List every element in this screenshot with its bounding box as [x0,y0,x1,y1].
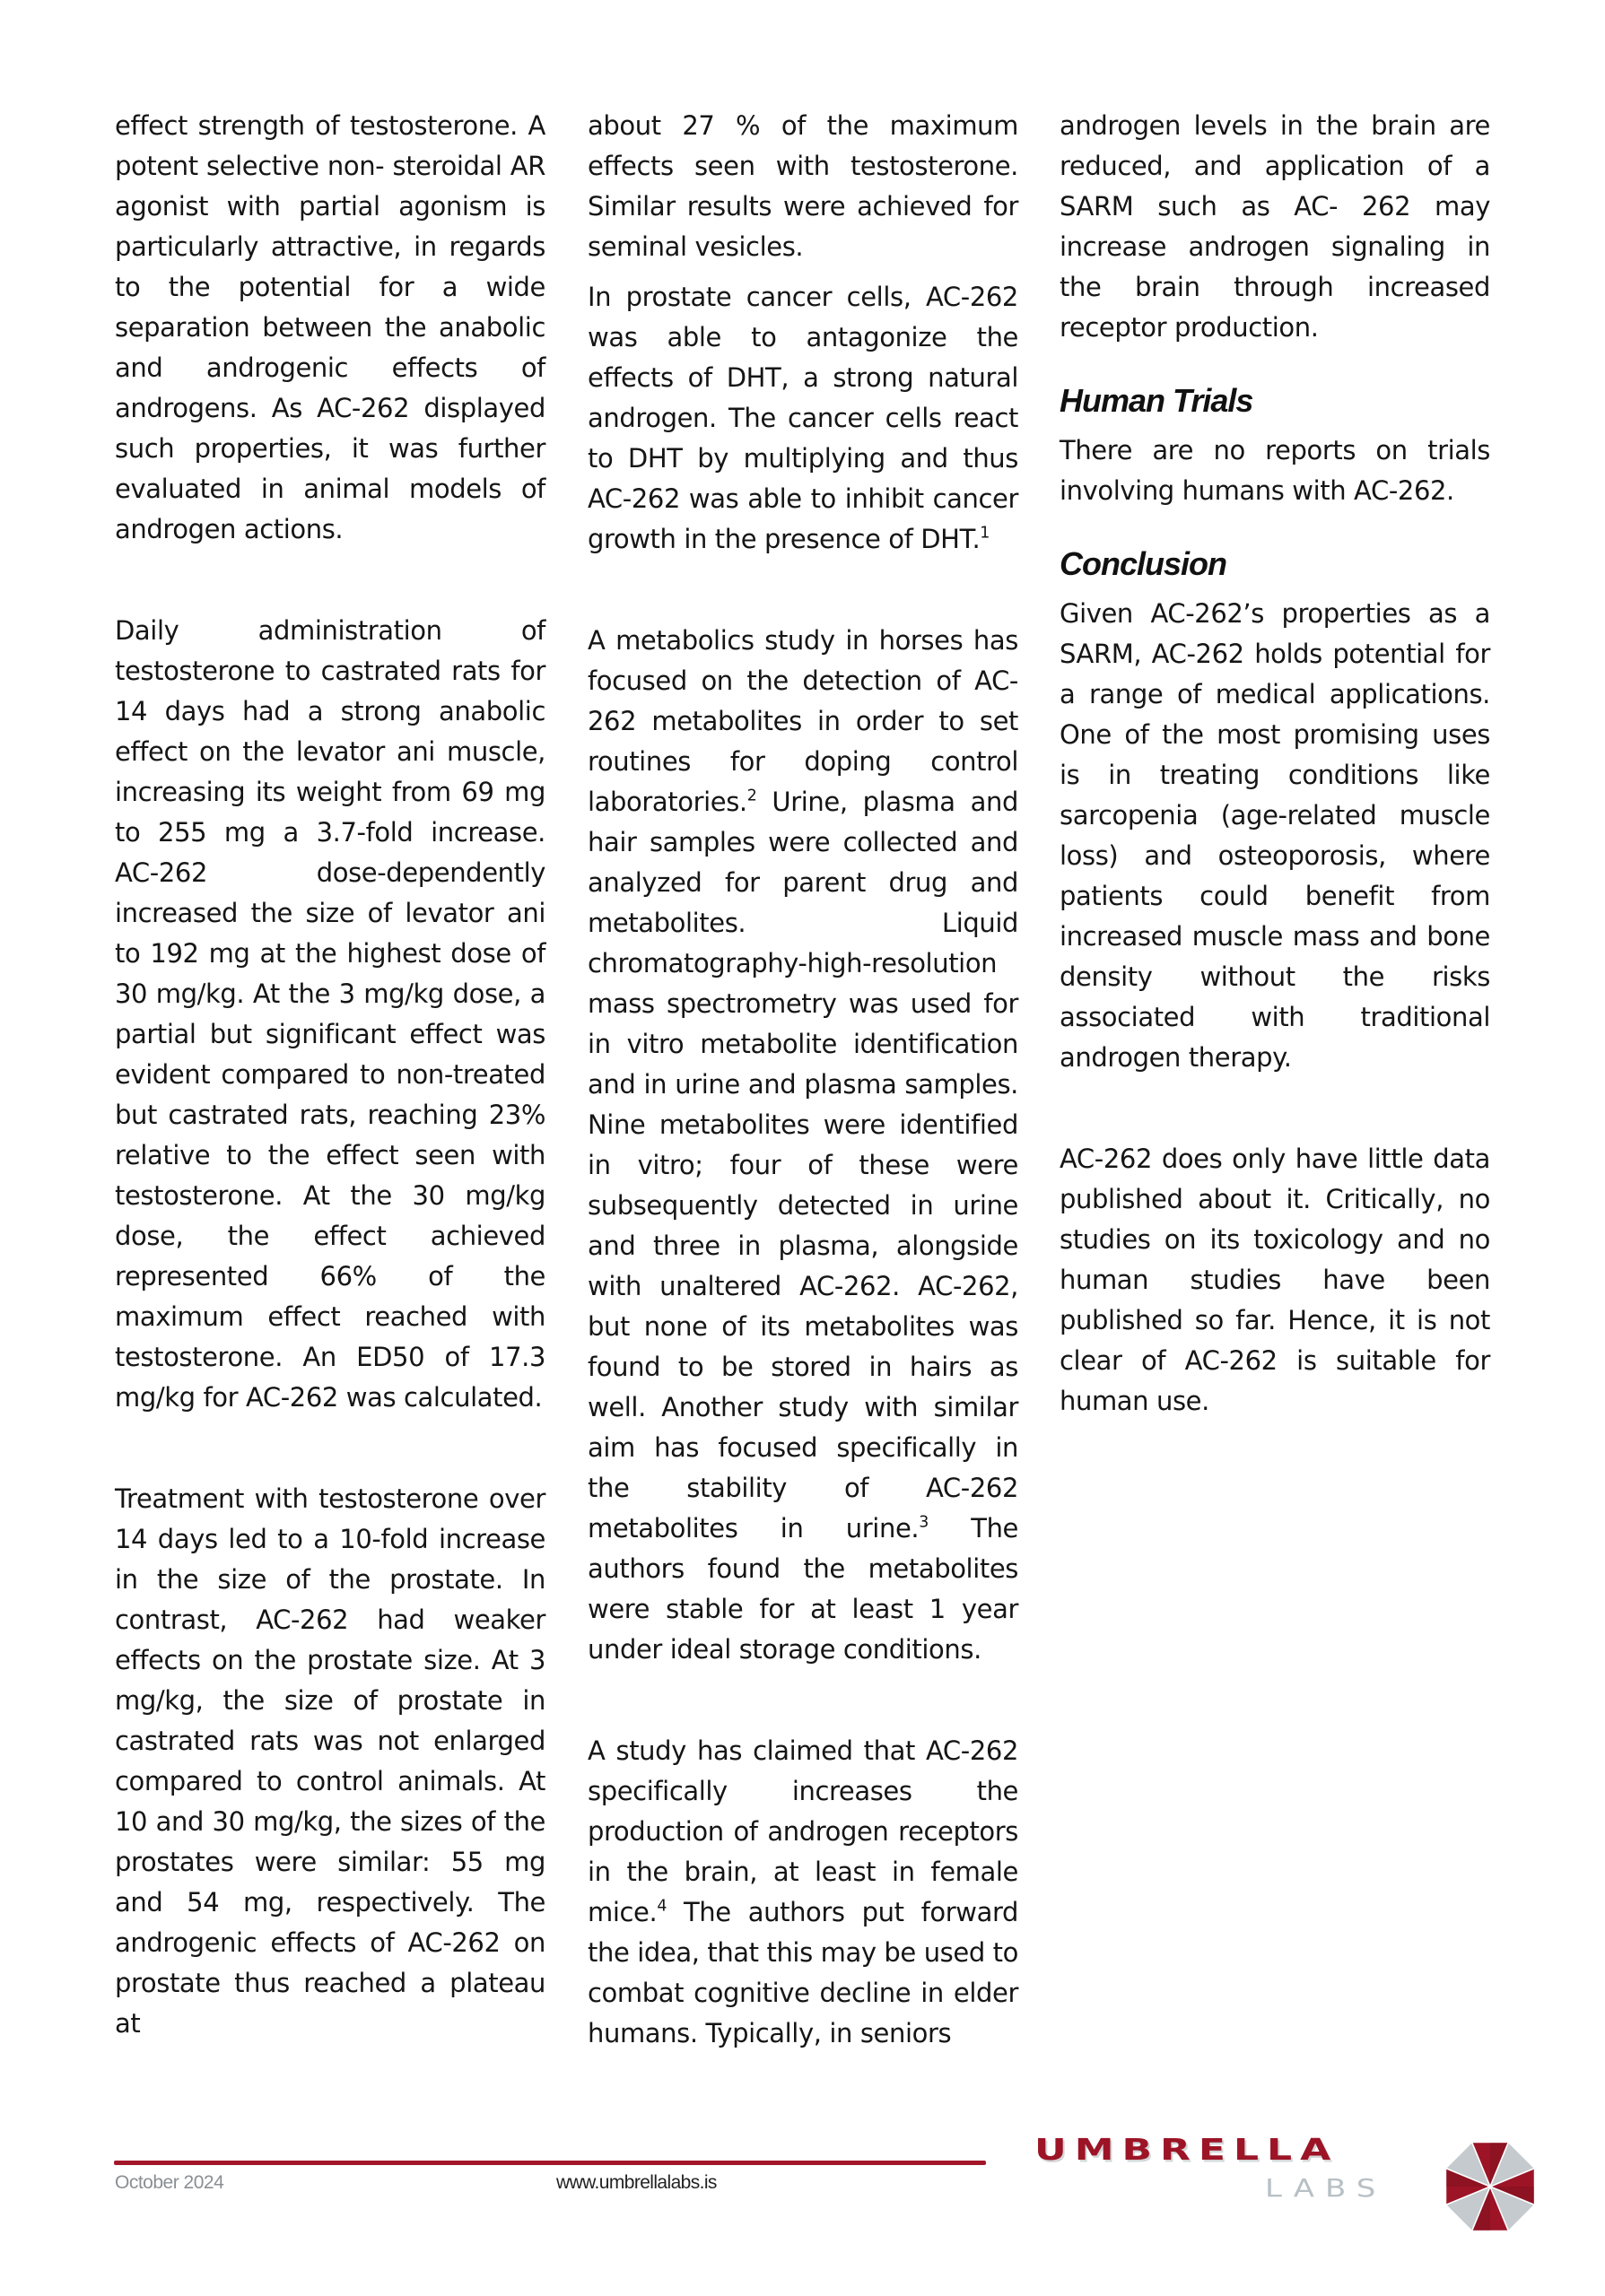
footer-url-link[interactable]: www.umbrellalabs.is [556,2172,717,2193]
heading-conclusion: Conclusion [1060,545,1226,582]
footnote-ref-1[interactable]: 1 [980,524,990,543]
paragraph-anabolic-intro: effect strength of testosterone. A potent selective non- steroidal AR agonist with partial agonism is particularly attractive, in regards to the potential for a wide separation between the anabolic and androgenic effects of androgens. As AC-262 displayed such properties, it was further evaluated in animal models of androgen actions. [115,110,545,544]
umbrella-logo-icon [1443,2139,1538,2234]
column-3 [1060,106,1490,1422]
paragraph-text: A metabolics study in horses has focused on the detection of AC-262 metabolites in order to set routines for doping control laboratories. [588,625,1018,817]
footnote-ref-4[interactable]: 4 [657,1897,667,1916]
paragraph-seminal-vesicles: about 27 % of the maximum effects seen with testosterone. Similar results were achieved for seminal vesicles. [588,110,1018,262]
paragraph-brain-signaling: androgen levels in the brain are reduced, and application of a SARM such as AC- 262 may increase androgen signaling in the brain through increased receptor production. [1060,110,1490,343]
footnote-ref-2[interactable]: 2 [746,787,757,805]
paragraph-prostate: Treatment with testosterone over 14 days led to a 10-fold increase in the size of the prostate. In contrast, AC-262 had weaker effects on the prostate size. At 3 mg/kg, the size of prostate in castrated rats was not enlarged compared to control animals. At 10 and 30 mg/kg, the sizes of the prostates were similar: 55 mg and 54 mg, respectively. The androgenic effects of AC-262 on prostate thus reached a plateau at [115,1483,545,2039]
paragraph-human-trials: There are no reports on trials involving humans with AC-262. [1060,435,1490,506]
paragraph-final-remarks: AC-262 does only have little data published about it. Critically, no studies on its toxicology and no human studies have been published so far. Hence, it is not clear of AC-262 is suitable for human use. [1060,1144,1490,1416]
footer-divider [114,2161,986,2165]
logo-wordmark: UMBRELLA [1034,2133,1339,2168]
paragraph-text: The authors found the metabolites were stable for at least 1 year under ideal storage conditions. [588,1513,1019,1665]
paragraph-text: The authors put forward the idea, that this may be used to combat cognitive decline in elder humans. Typically, in seniors [588,1897,1018,2048]
paragraph-text: In prostate cancer cells, AC-262 was able to antagonize the effects of DHT, a strong natural androgen. The cancer cells react to DHT by multiplying and thus AC-262 was able to inhibit cancer growth in the presence of DHT. [588,282,1018,554]
footer-date: October 2024 [115,2172,224,2193]
paragraph-prostate-cancer [588,277,1018,560]
logo-subtitle: LABS [1265,2174,1387,2203]
paragraph-conclusion: Given AC-262’s properties as a SARM, AC-262 holds potential for a range of medical applications. One of the most promising uses is in treating conditions like sarcopenia (age-related muscle loss) and osteoporosis, where patients could benefit from increased muscle mass and bone density without the risks associated with traditional androgen therapy. [1060,598,1490,1073]
paragraph-horse-metabolics [588,621,1018,1670]
paragraph-levator-ani: Daily administration of testosterone to castrated rats for 14 days had a strong anabolic effect on the levator ani muscle, increasing its weight from 69 mg to 255 mg a 3.7-fold increase. AC-262 dose-dependently increased the size of levator ani to 192 mg at the highest dose of 30 mg/kg. At the 3 mg/kg dose, a partial but significant effect was evident compared to non-treated but castrated rats, reaching 23% relative to the effect seen with testosterone. At the 30 mg/kg dose, the effect achieved represented 66% of the maximum effect reached with testosterone. An ED50 of 17.3 mg/kg for AC-262 was calculated. [115,615,545,1413]
paragraph-androgen-receptors [588,1731,1018,2054]
footnote-ref-3[interactable]: 3 [919,1513,929,1532]
paragraph-text: A study has claimed that AC-262 specifically increases the production of androgen receptors in the brain, at least in female mice. [588,1735,1018,1927]
column-2 [588,106,1018,2054]
column-1 [115,106,545,2044]
paragraph-text: Urine, plasma and hair samples were collected and analyzed for parent drug and metabolites. Liquid chromatography-high-resolution mass spectrometry was used for in vitro metabolite identification and in urine and plasma samples. Nine metabolites were identified in vitro; four of these were subsequently detected in urine and three in plasma, alongside with unaltered AC-262. AC-262, but none of its metabolites was found to be stored in hairs as well. Another study with similar aim has focused specifically in the stability of AC-262 metabolites in urine. [588,787,1018,1544]
heading-human-trials: Human Trials [1060,382,1253,419]
